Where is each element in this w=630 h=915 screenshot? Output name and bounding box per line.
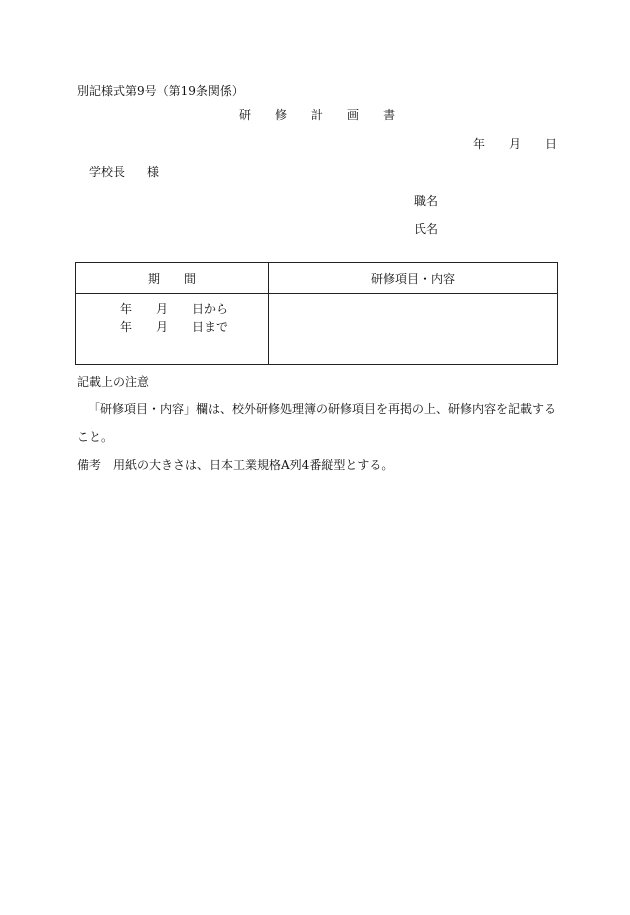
name-label: 氏名: [414, 222, 439, 236]
period-from-day: 日から: [192, 302, 229, 316]
title-char-4: 画: [347, 108, 360, 122]
training-plan-table: [75, 262, 558, 365]
period-header: 期 間: [76, 263, 269, 294]
period-cell[interactable]: [76, 294, 269, 365]
period-from-month: 月: [156, 302, 169, 316]
date-month: 月: [509, 137, 522, 151]
remarks: [77, 459, 393, 471]
title-char-2: 修: [275, 108, 288, 122]
period-to: [120, 321, 268, 333]
remarks-label: 備考: [77, 458, 102, 472]
notes-body-line-1: 「研修項目・内容」欄は、校外研修処理簿の研修項目を再掲の上、研修内容を記載する: [88, 402, 557, 416]
period-to-year: 年: [120, 320, 133, 334]
form-reference: 別記様式第9号（第19条関係）: [77, 84, 244, 98]
table-header-row: [76, 263, 558, 294]
date-line: [473, 138, 557, 150]
title-char-5: 書: [383, 108, 396, 122]
table-row: [76, 294, 558, 365]
period-to-month: 月: [156, 320, 169, 334]
date-year: 年: [473, 137, 486, 151]
addressee: [89, 166, 159, 178]
remarks-text: 用紙の大きさは、日本工業規格A列4番縦型とする。: [113, 458, 394, 472]
period-from: [120, 303, 268, 315]
date-day: 日: [545, 137, 558, 151]
content-cell[interactable]: [269, 294, 558, 365]
addressee-role: 学校長: [89, 165, 126, 179]
notes-heading: 記載上の注意: [77, 375, 150, 389]
notes-body-line-2: こと。: [77, 430, 114, 444]
title-char-3: 計: [311, 108, 324, 122]
document-title: [239, 109, 395, 121]
content-header: 研修項目・内容: [269, 263, 558, 294]
period-to-day: 日まで: [192, 320, 229, 334]
position-label: 職名: [414, 194, 439, 208]
period-from-year: 年: [120, 302, 133, 316]
addressee-honorific: 様: [147, 165, 160, 179]
title-char-1: 研: [239, 108, 252, 122]
